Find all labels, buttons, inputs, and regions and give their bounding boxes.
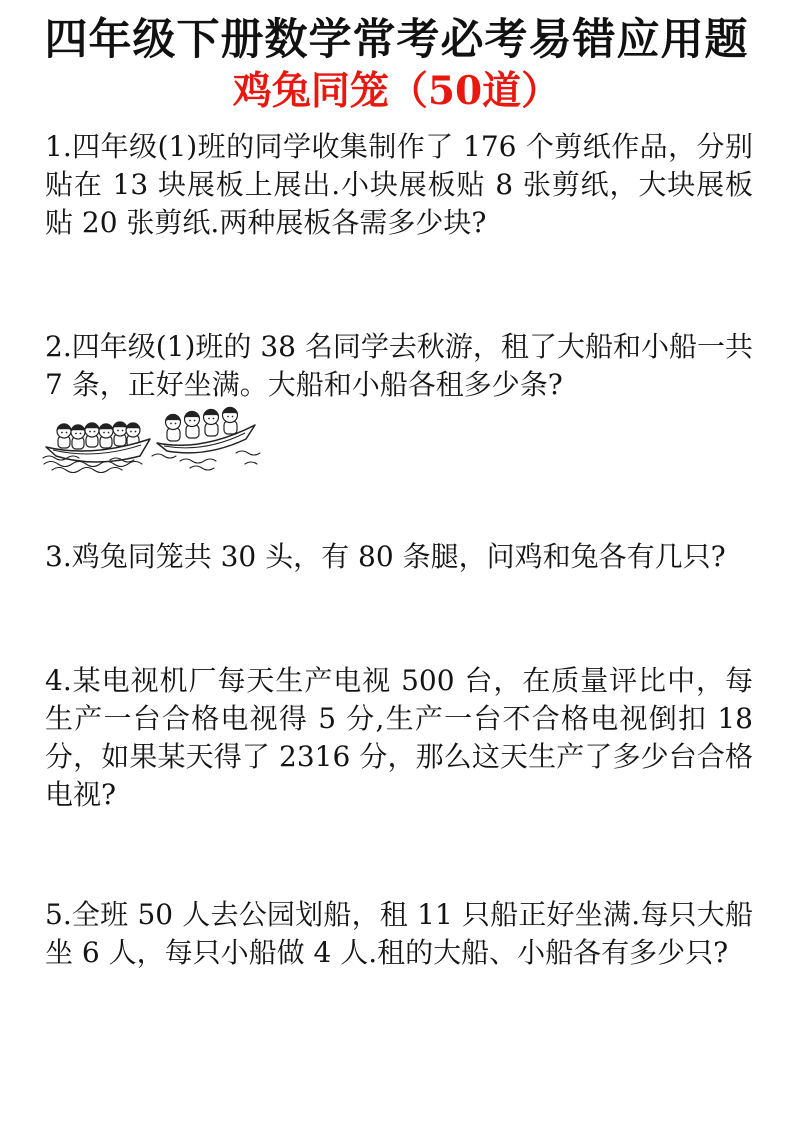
problem-1-text: 1.四年级(1)班的同学收集制作了 176 个剪纸作品，分别贴在 13 块展板上展出.小块展板贴 8 张剪纸，大块展板贴 20 张剪纸.两种展板各需多少块? xyxy=(45,130,753,239)
problem-3-text: 3.鸡兔同笼共 30 头，有 80 条腿，问鸡和兔各有几只? xyxy=(45,540,726,573)
problem-5-text: 5.全班 50 人去公园划船，租 11 只船正好坐满.每只大船坐 6 人，每只小船做 4 人.租的大船、小船各有多少只? xyxy=(45,898,753,969)
problem-4-text: 4.某电视机厂每天生产电视 500 台，在质量评比中，每生产一台合格电视得 5 分,生产一台不合格电视倒扣 18 分，如果某天得了 2316 分，那么这天生产了多少台合格电视? xyxy=(45,664,753,811)
page-title: 四年级下册数学常考必考易错应用题 xyxy=(44,15,749,65)
page-subtitle: 鸡兔同笼（50道） xyxy=(232,68,561,114)
small-boat-four-students xyxy=(157,407,255,453)
two-boats-drawing xyxy=(40,398,272,476)
boats-illustration xyxy=(40,398,272,476)
problem-2-text: 2.四年级(1)班的 38 名同学去秋游，租了大船和小船一共 7 条，正好坐满。大船和小船各租多少条? xyxy=(45,330,753,401)
water-waves-right xyxy=(152,451,260,470)
large-boat-six-students xyxy=(46,421,150,462)
